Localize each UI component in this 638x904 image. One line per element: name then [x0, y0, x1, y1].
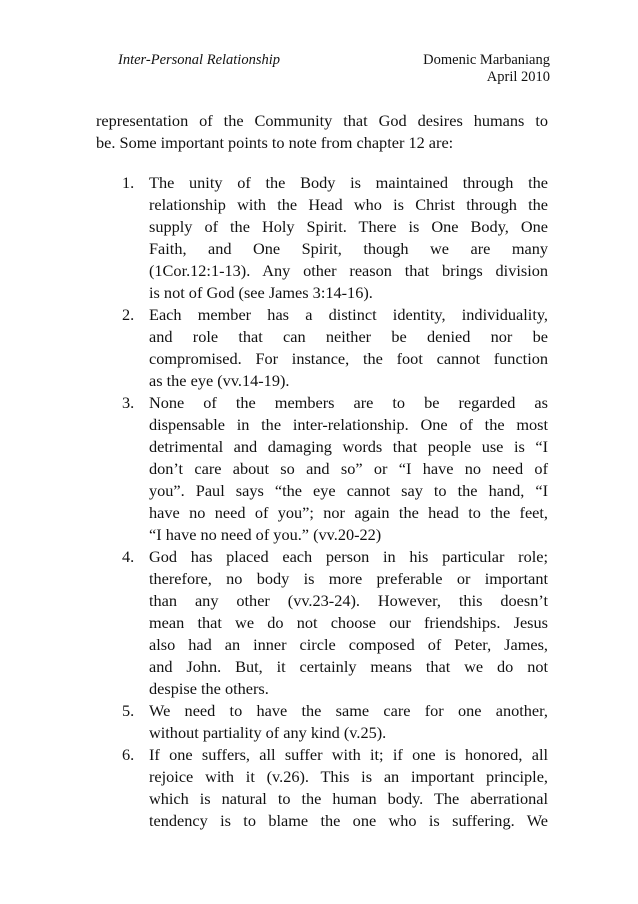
list-item-text: [149, 700, 548, 744]
list-item: [96, 172, 548, 304]
list-item-line: None of the members are to be regarded as: [149, 393, 548, 412]
list-item-line: is not of God (see James 3:14-16).: [149, 283, 373, 302]
list-item-line: “I have no need of you.” (vv.20-22): [149, 525, 382, 544]
list-item-line: mean that we do not choose our friendships. Jesus: [149, 613, 548, 632]
list-item-line: Each member has a distinct identity, individuality,: [149, 305, 548, 324]
list-item-line: which is natural to the human body. The aberrational: [149, 789, 548, 808]
list-item-line: despise the others.: [149, 679, 269, 698]
list-item-line: compromised. For instance, the foot cannot function: [149, 349, 548, 368]
list-item-number: 3.: [122, 393, 135, 412]
list-item-number: 6.: [122, 745, 135, 764]
intro-paragraph: [96, 110, 548, 154]
list-item-line: without partiality of any kind (v.25).: [149, 723, 387, 742]
list-item-line: We need to have the same care for one another,: [149, 701, 548, 720]
list-item-number: 1.: [122, 173, 135, 192]
list-item-line: rejoice with it (v.26). This is an important principle,: [149, 767, 548, 786]
header-date: April 2010: [486, 69, 550, 85]
list-item-line: than any other (vv.23-24). However, this doesn’t: [149, 591, 548, 610]
list-item-line: detrimental and damaging words that people use is “I: [149, 437, 548, 456]
list-item-text: [149, 546, 548, 700]
list-item-text: [149, 172, 548, 304]
intro-line: be. Some important points to note from chapter 12 are:: [96, 133, 454, 152]
list-item-line: If one suffers, all suffer with it; if one is honored, all: [149, 745, 548, 764]
list-item: [96, 546, 548, 700]
list-item-line: (1Cor.12:1-13). Any other reason that brings division: [149, 261, 548, 280]
list-item-text: [149, 744, 548, 832]
list-item-line: supply of the Holy Spirit. There is One Body, One: [149, 217, 548, 236]
list-item-line: The unity of the Body is maintained through the: [149, 173, 548, 192]
list-item-text: [149, 304, 548, 392]
list-item-line: God has placed each person in his particular role;: [149, 547, 548, 566]
list-item: [96, 392, 548, 546]
list-item: [96, 304, 548, 392]
list-item: [96, 700, 548, 744]
list-item: [96, 744, 548, 832]
list-item-line: tendency is to blame the one who is suffering. We: [149, 811, 548, 830]
header-author: Domenic Marbaniang: [423, 52, 550, 68]
list-item-text: [149, 392, 548, 546]
list-item-line: also had an inner circle composed of Peter, James,: [149, 635, 548, 654]
list-item-line: as the eye (vv.14-19).: [149, 371, 290, 390]
list-item-line: don’t care about so and so” or “I have no need of: [149, 459, 548, 478]
list-item-number: 2.: [122, 305, 135, 324]
list-item-line: and John. But, it certainly means that we do not: [149, 657, 548, 676]
list-item-number: 4.: [122, 547, 135, 566]
list-item-number: 5.: [122, 701, 135, 720]
numbered-list: [96, 172, 548, 832]
list-item-line: have no need of you”; nor again the head to the feet,: [149, 503, 548, 522]
list-item-line: therefore, no body is more preferable or important: [149, 569, 548, 588]
list-item-line: you”. Paul says “the eye cannot say to the hand, “I: [149, 481, 548, 500]
intro-line: representation of the Community that God desires humans to: [96, 111, 548, 130]
list-item-line: dispensable in the inter-relationship. One of the most: [149, 415, 548, 434]
list-item-line: and role that can neither be denied nor be: [149, 327, 548, 346]
running-header-author-date: [423, 52, 550, 86]
list-item-line: relationship with the Head who is Christ through the: [149, 195, 548, 214]
running-header-title: Inter-Personal Relationship: [118, 52, 281, 68]
list-item-line: Faith, and One Spirit, though we are many: [149, 239, 548, 258]
